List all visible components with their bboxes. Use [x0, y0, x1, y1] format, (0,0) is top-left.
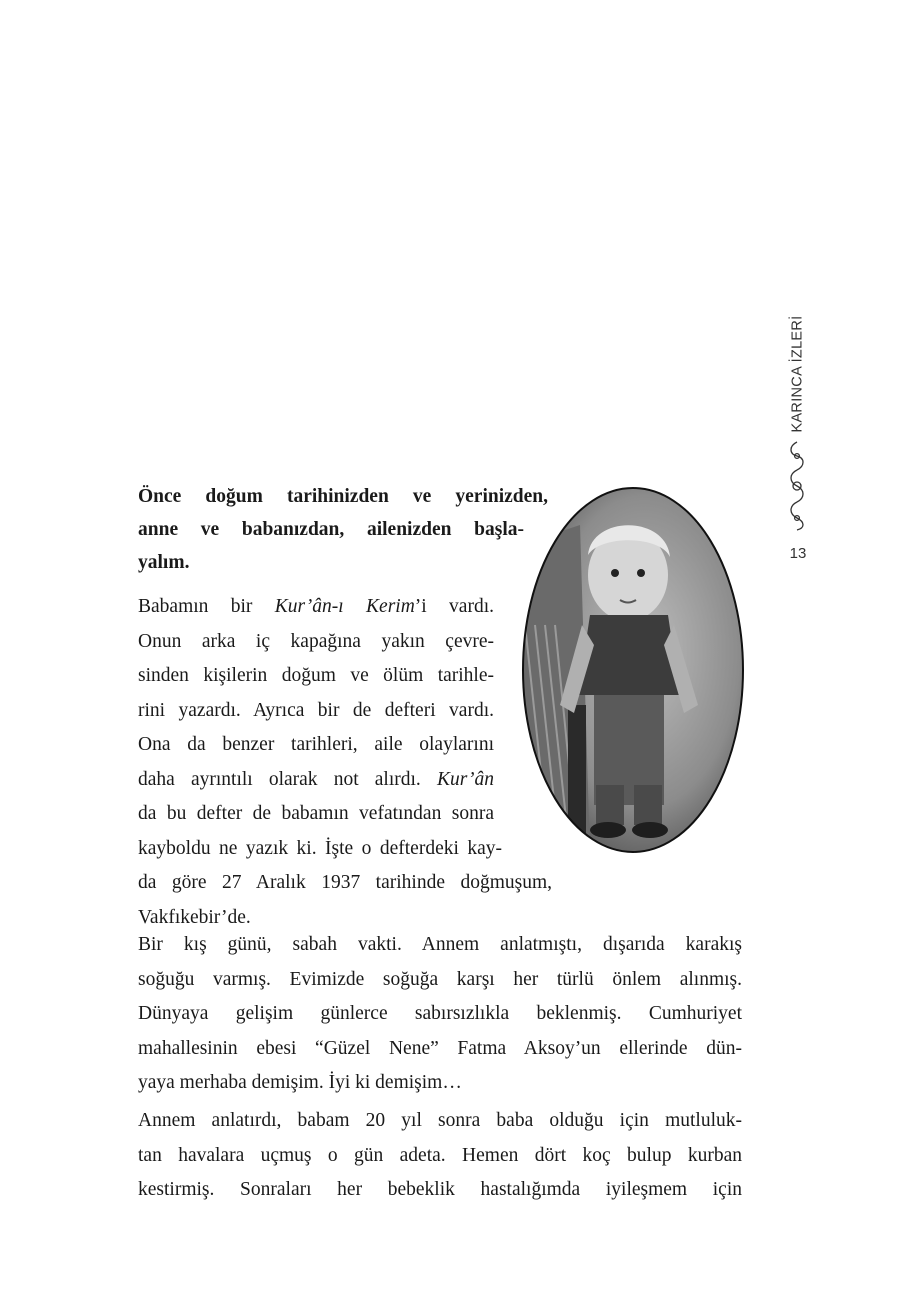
question-line: Önce doğum tarihinizden ve yerinizden,	[138, 486, 548, 507]
question-line: yalım.	[138, 552, 190, 573]
answer-paragraph	[138, 590, 578, 935]
answer-line: Vakfıkebir’de.	[138, 906, 251, 928]
body-line: Bir kış günü, sabah vakti. Annem anlatmıştı, dışarıda karakış	[138, 934, 742, 955]
running-head-text: KARINCA İZLERİ	[789, 315, 806, 433]
page-number: 13	[789, 545, 807, 562]
answer-line: da göre 27 Aralık 1937 tarihinde doğmuşum,	[138, 872, 552, 893]
running-head	[786, 316, 808, 432]
question-line: anne ve babanızdan, ailenizden başla-	[138, 519, 524, 540]
scroll-ornament-icon	[786, 440, 808, 532]
answer-line: Onun arka iç kapağına yakın çevre-	[138, 630, 494, 652]
answer-line: daha ayrıntılı olarak not alırdı. Kur’ân	[138, 768, 494, 790]
body-line: soğuğu varmış. Evimizde soğuğa karşı her türlü önlem alınmış.	[138, 968, 742, 990]
interview-question	[138, 480, 558, 579]
body-line: tan havalara uçmuş o gün adeta. Hemen dört koç bulup kurban	[138, 1144, 742, 1166]
body-line: yaya merhaba demişim. İyi ki demişim…	[138, 1072, 462, 1093]
body-paragraph	[138, 1104, 742, 1208]
body-line: kestirmiş. Sonraları her bebeklik hastalığımda iyileşmem için	[138, 1179, 742, 1200]
answer-line: da bu defter de babamın vefatından sonra	[138, 803, 494, 824]
answer-line: sinden kişilerin doğum ve ölüm tarihle-	[138, 665, 494, 686]
answer-line: rini yazardı. Ayrıca bir de defteri vardı.	[138, 699, 494, 721]
book-title: Kur’ân	[436, 768, 494, 790]
body-line: Annem anlatırdı, babam 20 yıl sonra baba olduğu için mutluluk-	[138, 1110, 742, 1131]
answer-line: kayboldu ne yazık ki. İşte o defterdeki kay-	[138, 837, 502, 859]
book-title: Kur’ân-ı Kerim	[274, 596, 415, 617]
answer-line: Babamın bir Kur’ân-ı Kerim’i vardı.	[138, 596, 494, 617]
body-line: mahallesinin ebesi “Güzel Nene” Fatma Aksoy’un ellerinde dün-	[138, 1037, 742, 1059]
body-line: Dünyaya gelişim günlerce sabırsızlıkla beklenmiş. Cumhuriyet	[138, 1003, 742, 1024]
answer-line: Ona da benzer tarihleri, aile olaylarını	[138, 734, 494, 755]
body-paragraph	[138, 928, 742, 1101]
